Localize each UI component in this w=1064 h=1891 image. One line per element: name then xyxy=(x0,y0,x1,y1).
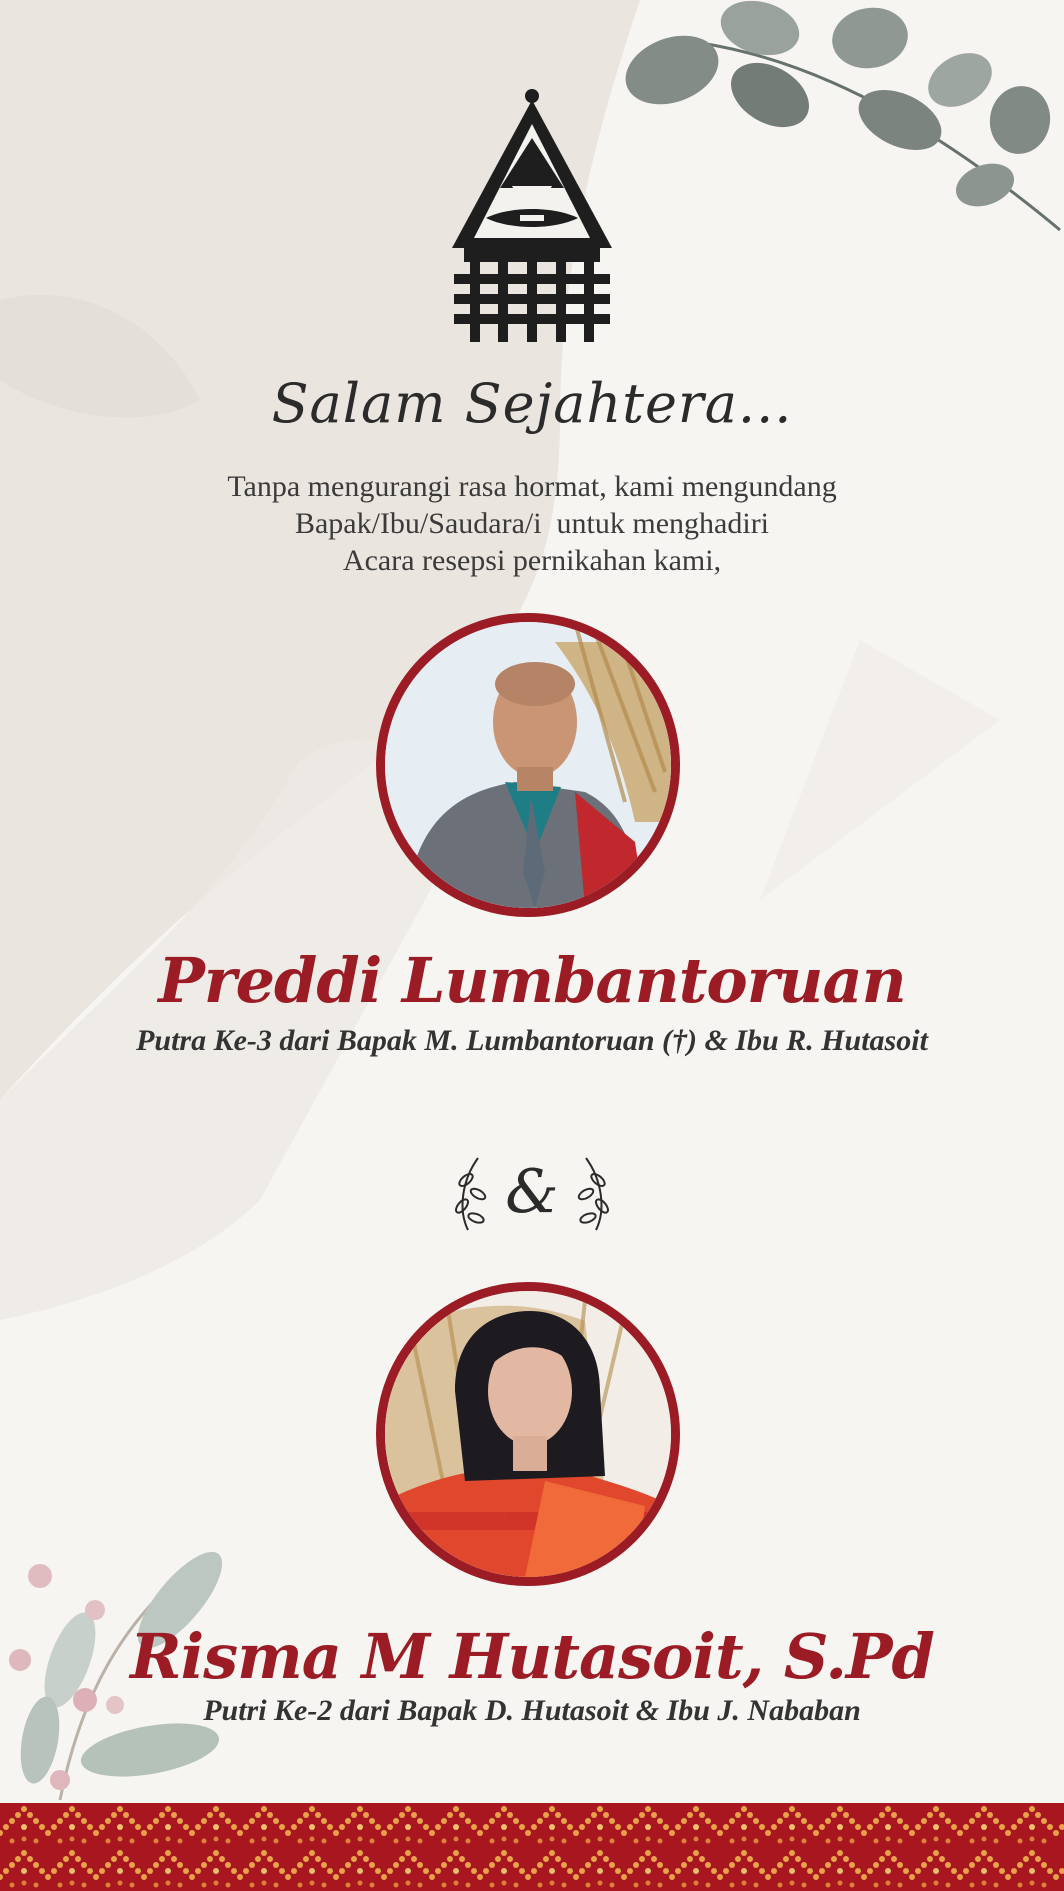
bride-portrait-image xyxy=(385,1291,671,1577)
bride-parents: Putri Ke-2 dari Bapak D. Hutasoit & Ibu J. Nababan xyxy=(203,1694,861,1727)
ampersand-text: & xyxy=(505,1157,559,1227)
intro-line: Tanpa mengurangi rasa hormat, kami mengundang xyxy=(227,470,837,503)
groom-photo xyxy=(376,613,680,917)
bride-name: Risma M Hutasoit, S.Pd xyxy=(130,1620,934,1693)
greeting-text: Salam Sejahtera... xyxy=(271,372,793,435)
groom-name: Preddi Lumbantoruan xyxy=(158,944,906,1017)
bride-photo xyxy=(376,1282,680,1586)
intro-text xyxy=(132,468,932,579)
groom-portrait-image xyxy=(385,622,671,908)
batak-traditional-house-icon xyxy=(440,88,624,344)
intro-line: Acara resepsi pernikahan kami, xyxy=(342,544,722,577)
ulos-pattern-band xyxy=(0,1803,1064,1891)
ampersand-laurel-icon xyxy=(448,1150,616,1234)
intro-line: Bapak/Ibu/Saudara/i untuk menghadiri xyxy=(294,507,770,540)
groom-parents: Putra Ke-3 dari Bapak M. Lumbantoruan (†) & Ibu R. Hutasoit xyxy=(136,1024,928,1057)
